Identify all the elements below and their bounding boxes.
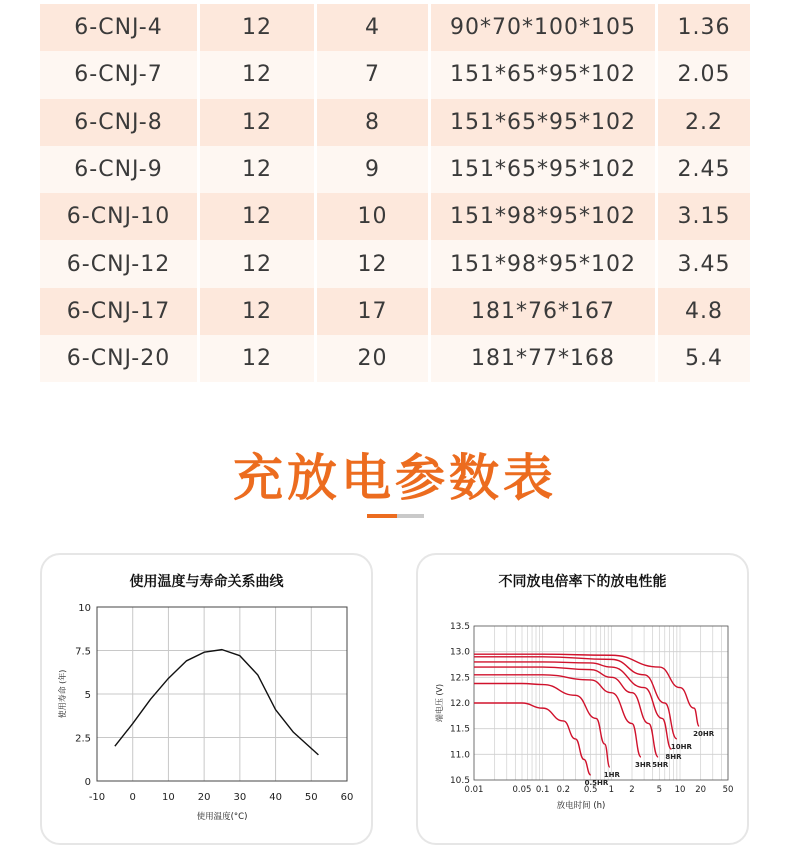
y-tick-label: 12.5 <box>449 673 470 684</box>
series-label: 20HR <box>693 730 715 739</box>
table-cell: 12 <box>200 4 317 51</box>
table-row <box>40 99 750 146</box>
table-cell: 151*65*95*102 <box>431 51 658 98</box>
series-label: 3HR <box>634 760 652 769</box>
y-axis-label: 使用寿命 (年) <box>58 669 67 719</box>
table-cell: 6-CNJ-10 <box>40 193 200 240</box>
x-tick-label: 20 <box>695 785 707 795</box>
temperature-life-chart-card <box>40 553 373 845</box>
chart-title-discharge: 不同放电倍率下的放电性能 <box>498 574 667 590</box>
series-label: 1HR <box>603 771 620 780</box>
x-tick-label: 0 <box>129 792 136 803</box>
discharge-performance-chart-card <box>416 553 749 845</box>
y-tick-label: 13.5 <box>449 622 470 632</box>
table-cell: 151*98*95*102 <box>431 240 658 287</box>
x-tick-label: 10 <box>162 792 175 803</box>
table-row <box>40 4 750 51</box>
table-cell: 12 <box>200 240 317 287</box>
y-tick-label: 12.0 <box>449 699 470 709</box>
table-cell: 181*76*167 <box>431 288 658 335</box>
table-cell: 2.45 <box>658 146 750 193</box>
x-tick-label: 30 <box>233 792 247 803</box>
x-tick-label: 50 <box>304 792 318 803</box>
y-tick-label: 11.0 <box>449 750 470 761</box>
y-tick-label: 2.5 <box>75 733 91 745</box>
x-axis-label: 放电时间 (h) <box>556 801 606 811</box>
table-cell: 17 <box>317 288 431 335</box>
x-tick-label: 0.05 <box>512 785 532 795</box>
y-tick-label: 5 <box>84 690 91 701</box>
series-label: 0.5HR <box>584 778 609 787</box>
series-label: 8HR <box>665 753 682 762</box>
series-label: 5HR <box>652 760 669 769</box>
x-tick-label: -10 <box>88 792 106 803</box>
table-cell: 151*65*95*102 <box>431 146 658 193</box>
table-row <box>40 51 750 98</box>
table-cell: 12 <box>200 335 317 382</box>
discharge-performance-chart <box>418 555 751 847</box>
series-line-3hr <box>474 675 641 757</box>
series-line-20hr <box>474 654 699 726</box>
table-cell: 20 <box>317 335 431 382</box>
x-tick-label: 0.1 <box>535 785 550 795</box>
title-underline <box>367 514 424 518</box>
table-row <box>40 146 750 193</box>
x-tick-label: 5 <box>656 785 663 795</box>
y-tick-label: 11.5 <box>449 724 470 735</box>
temperature-life-chart <box>42 555 375 847</box>
table-cell: 1.36 <box>658 4 750 51</box>
x-tick-label: 2 <box>629 785 635 795</box>
y-tick-label: 7.5 <box>75 646 91 658</box>
y-tick-label: 10 <box>78 603 91 614</box>
table-cell: 8 <box>317 99 431 146</box>
table-cell: 6-CNJ-20 <box>40 335 200 382</box>
x-tick-label: 60 <box>340 792 354 803</box>
table-cell: 9 <box>317 146 431 193</box>
x-tick-label: 40 <box>269 792 282 803</box>
table-cell: 5.4 <box>658 335 750 382</box>
x-tick-label: 1 <box>608 785 615 795</box>
table-cell: 7 <box>317 51 431 98</box>
table-cell: 6-CNJ-17 <box>40 288 200 335</box>
x-tick-label: 0.2 <box>556 785 571 795</box>
section-title: 充放电参数表 <box>233 449 557 507</box>
table-cell: 12 <box>317 240 431 287</box>
table-row <box>40 288 750 335</box>
y-tick-label: 13.0 <box>449 647 470 658</box>
table-cell: 12 <box>200 99 317 146</box>
x-tick-label: 10 <box>674 785 686 795</box>
x-tick-label: 0.5 <box>583 785 598 795</box>
table-cell: 12 <box>200 288 317 335</box>
table-cell: 3.45 <box>658 240 750 287</box>
series-label: 10HR <box>670 742 692 751</box>
table-cell: 181*77*168 <box>431 335 658 382</box>
table-cell: 151*65*95*102 <box>431 99 658 146</box>
table-cell: 12 <box>200 51 317 98</box>
table-cell: 10 <box>317 193 431 240</box>
table-cell: 2.2 <box>658 99 750 146</box>
table-cell: 90*70*100*105 <box>431 4 658 51</box>
y-tick-label: 0 <box>84 777 91 788</box>
y-tick-label: 10.5 <box>449 776 470 786</box>
table-cell: 6-CNJ-4 <box>40 4 200 51</box>
table-row <box>40 240 750 287</box>
table-cell: 4 <box>317 4 431 51</box>
series-line-life <box>115 650 319 755</box>
table-cell: 3.15 <box>658 193 750 240</box>
table-cell: 12 <box>200 146 317 193</box>
table-cell: 6-CNJ-8 <box>40 99 200 146</box>
table-cell: 151*98*95*102 <box>431 193 658 240</box>
table-row <box>40 193 750 240</box>
x-tick-label: 50 <box>722 785 734 795</box>
x-tick-label: 20 <box>197 792 211 803</box>
chart-title-temperature: 使用温度与寿命关系曲线 <box>129 574 284 590</box>
table-cell: 6-CNJ-12 <box>40 240 200 287</box>
table-cell: 4.8 <box>658 288 750 335</box>
table-row <box>40 335 750 382</box>
y-axis-label: 端电压 (V) <box>435 683 444 723</box>
table-cell: 6-CNJ-9 <box>40 146 200 193</box>
table-cell: 2.05 <box>658 51 750 98</box>
x-axis-label: 使用温度(°C) <box>196 812 248 822</box>
x-tick-label: 0.01 <box>464 785 484 795</box>
spec-table <box>40 4 750 382</box>
table-cell: 6-CNJ-7 <box>40 51 200 98</box>
table-cell: 12 <box>200 193 317 240</box>
